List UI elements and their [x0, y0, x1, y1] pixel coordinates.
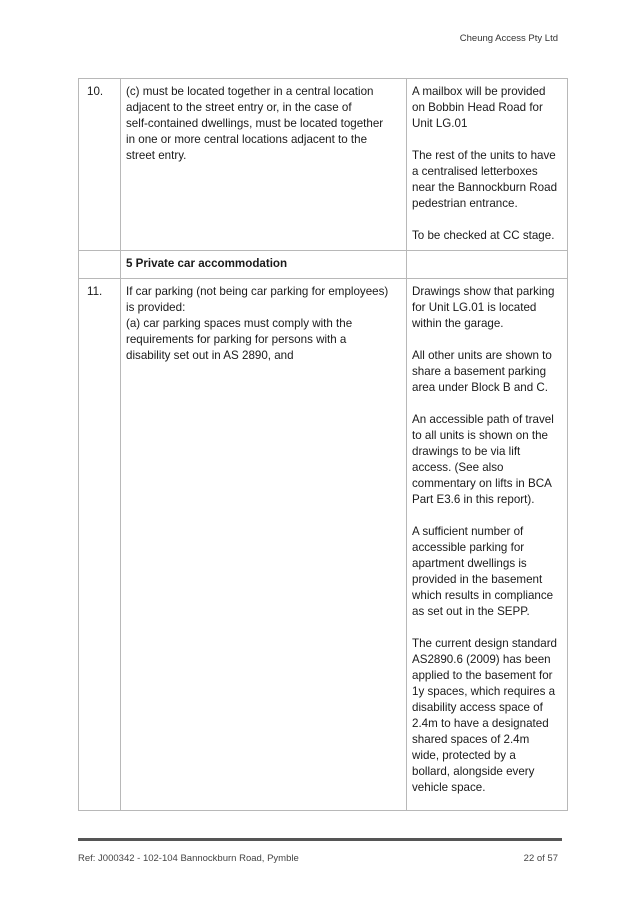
footer-divider	[78, 838, 562, 841]
footer-reference: Ref: J000342 - 102-104 Bannockburn Road, Pymble	[78, 853, 299, 864]
comment-paragraph: An accessible path of travel to all units is shown on the drawings to be via lift access. (See also commentary on lifts in BCA Part E3.6 in this report).	[412, 413, 554, 506]
requirement-text: (c) must be located together in a central location adjacent to the street entry or, in the case of self-contained dwellings, must be located together in one or more central locations adjacent to the street entry.	[126, 85, 384, 162]
comment-paragraph: To be checked at CC stage.	[412, 229, 555, 242]
page-number: 22 of 57	[523, 853, 558, 864]
row-number: 11.	[79, 279, 121, 811]
section-heading: 5 Private car accommodation	[121, 251, 407, 279]
table-row-section-heading	[79, 251, 568, 279]
comment-paragraph: A sufficient number of accessible parking for apartment dwellings is provided in the basement which results in compliance as set out in the SEPP.	[412, 525, 554, 618]
row-number	[79, 251, 121, 279]
comment-cell	[407, 251, 568, 279]
compliance-table	[78, 78, 568, 811]
table-row	[79, 279, 568, 811]
requirement-text: If car parking (not being car parking for employees) is provided: (a) car parking spaces must comply with the requirements for parking for persons with a disability set out in AS 2890, and	[126, 285, 389, 362]
comment-paragraph: All other units are shown to share a basement parking area under Block B and C.	[412, 349, 552, 394]
comment-paragraph: The current design standard AS2890.6 (2009) has been applied to the basement for 1y spaces, which requires a disability access space of 2.4m to have a designated shared spaces of 2.4m wide, protected by a bollard, alongside every vehicle space.	[412, 637, 558, 794]
comment-cell	[407, 279, 568, 811]
requirement-cell	[121, 79, 407, 251]
comment-paragraph: A mailbox will be provided on Bobbin Head Road for Unit LG.01	[412, 85, 546, 130]
row-number: 10.	[79, 79, 121, 251]
comment-paragraph: The rest of the units to have a centralised letterboxes near the Bannockburn Road pedestrian entrance.	[412, 149, 558, 210]
comment-cell	[407, 79, 568, 251]
table-row	[79, 79, 568, 251]
comment-paragraph: Drawings show that parking for Unit LG.01 is located within the garage.	[412, 285, 555, 330]
requirement-cell	[121, 279, 407, 811]
company-name: Cheung Access Pty Ltd	[459, 33, 558, 44]
